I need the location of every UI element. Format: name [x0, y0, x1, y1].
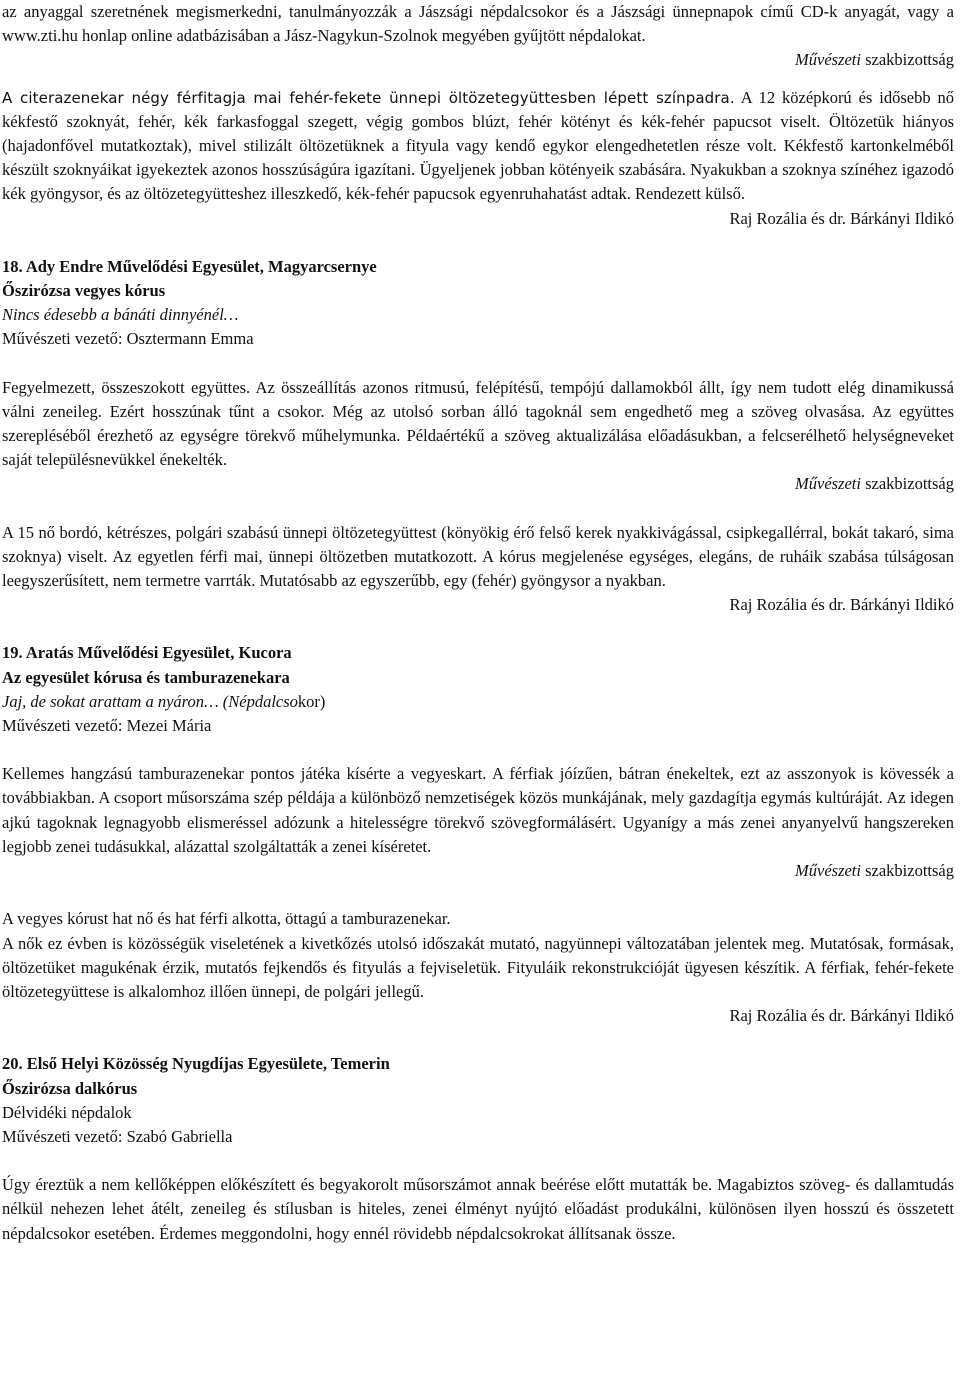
intro-signature — [2, 48, 954, 72]
entry-18-group: Őszirózsa vegyes kórus — [2, 281, 166, 301]
entry-19-heading — [2, 641, 954, 665]
entry-20-review: Úgy éreztük a nem kellőképpen előkészített és begyakorolt műsorszámot annak beérése előtt mutatták be. Magabiztos szöveg- és dallamtudás nélkül nehezen lehet átélt, zeneileg és stílusban is hiteles, zenei élményt nyújtó előadást produkálni, különösen ilyen hosszú és összetett népdalcsokor esetében. Érdemes meggondolni, hogy ennél rövidebb népdalcsokrokat állítsanak össze. — [2, 1175, 954, 1243]
signature-rest: szakbizottság — [860, 50, 954, 70]
entry-19-costume-signature: Raj Rozália és dr. Bárkányi Ildikó — [729, 1006, 954, 1026]
entry-19-leader: Művészeti vezető: Mezei Mária — [2, 716, 212, 736]
entry-19-review-signature — [2, 859, 954, 883]
entry-19-piece-italic: Jaj, de sokat arattam a nyáron… (Népdalcso — [2, 691, 298, 711]
entry-18-leader: Művészeti vezető: Osztermann Emma — [2, 329, 254, 349]
entry-19-org: Aratás Művelődési Egyesület, Kucora — [22, 643, 292, 663]
entry-19-costume-line: A vegyes kórust hat nő és hat férfi alkotta, öttagú a tamburazenekar. — [2, 909, 451, 929]
signature-rest: szakbizottság — [860, 861, 954, 881]
entry-20-group: Őszirózsa dalkórus — [2, 1078, 138, 1098]
entry-18-piece: Nincs édesebb a bánáti dinnyénél… — [2, 305, 239, 325]
entry-19-piece-rest: kor) — [297, 691, 326, 711]
costume-17-lead: A citerazenekar négy férfitagja mai fehér-fekete ünnepi öltözetegyüttesben lépett színpadra. — [2, 88, 735, 107]
signature-italic: Művészeti — [795, 50, 861, 70]
entry-19-costume: A nők ez évben is közösségük viseletének a kivetkőzés utolsó időszakát mutató, nagyünnepi változatában jelentek meg. Mutatósak, formásak, öltözetüket magukénak érzik, mutatós fejkendős és fityulás a fejviseletük. Fityuláik rekonstrukcióját ügyesen készítik. A férfiak, fehér-fekete öltözetegyüttese is alkalomhoz illően ünnepi, de polgári jellegű. — [2, 933, 954, 1001]
entry-20-leader: Művészeti vezető: Szabó Gabriella — [2, 1126, 233, 1146]
signature-rest: szakbizottság — [860, 474, 954, 494]
intro-paragraph: az anyaggal szeretnének megismerkedni, tanulmányozzák a Jászsági népdalcsokor és a Jászsági ünnepnapok című CD-k anyagát, vagy a www.zti.hu honlap online adatbázisában a Jász-Nagykun-Szolnok megyében gyűjtött népdalokat. — [2, 2, 954, 46]
signature-italic: Művészeti — [795, 861, 861, 881]
entry-20-piece: Délvidéki népdalok — [2, 1102, 132, 1122]
entry-20-number: 20. — [2, 1054, 23, 1074]
costume-17-signature: Raj Rozália és dr. Bárkányi Ildikó — [729, 208, 954, 228]
entry-19-number: 19. — [2, 643, 23, 663]
entry-18-number: 18. — [2, 256, 23, 276]
entry-18-costume: A 15 nő bordó, kétrészes, polgári szabású ünnepi öltözetegyüttest (könyökig érő felső kerek nyakkivágással, csipkegallérral, bokát takaró, sima szoknya) viselt. Az egyetlen férfi mai, ünnepi öltözetben mutatkozott. A kórus megjelenése egységes, elegáns, de ruháik szabása túlságosan leegyszerűsített, nem termetre varrták. Mutatósabb az egyszerűbb, egy (fehér) gyöngysor a nyakban. — [2, 522, 954, 591]
entry-18-review-signature — [2, 472, 954, 496]
entry-18-costume-signature: Raj Rozália és dr. Bárkányi Ildikó — [729, 595, 954, 615]
entry-18-heading — [2, 255, 954, 279]
entry-19-piece — [2, 690, 954, 714]
costume-17-rest: A 12 középkorú és idősebb nő kékfestő szoknyát, fehér, kék farkasfoggal szegett, végig gombos blúzt, fehér kötényt és kék-fehér papucsot viselt. Öltözetük hiányos (hajadonfővel mutatkoztak), mivel stilizált öltözetüknek a fityula vagy kendő egykor elengedhetetlen része volt. Kékfestő kartonkelméből készült szoknyáikat igyekeztek azonos hosszúságúra igazítani. Ügyeljenek jobban kötényeik szabására. Nyakukban a szoknya színéhez igazodó kék gyöngysor, és az öltözetegyütteshez illeszkedő, kék-fehér papucsok egyenruhahatást adtak. Rendezett külső. — [2, 87, 955, 204]
entry-20-heading — [2, 1052, 954, 1076]
signature-italic: Művészeti — [795, 474, 861, 494]
entry-20-org: Első Helyi Közösség Nyugdíjas Egyesülete, Temerin — [22, 1054, 390, 1074]
entry-19-group: Az egyesület kórusa és tamburazenekara — [2, 667, 290, 687]
entry-18-review: Fegyelmezett, összeszokott együttes. Az összeállítás azonos ritmusú, felépítésű, tempójú dallamokból állt, így nem tudott elég dinamikussá válni zeneileg. Ezért hosszúnak tűnt a csokor. Még az utolsó sorban álló tagoknál sem engedhető meg a szöveg olvasása. Az együttes szerepléséből érezhető az egységre törekvő műhelymunka. Példaértékű a szöveg aktualizálása előadásukban, a felcserélhető helységneveket saját településnevükkel énekelték. — [2, 377, 954, 470]
entry-19-review: Kellemes hangzású tamburazenekar pontos játéka kísérte a vegyeskart. A férfiak jóízűen, bátran énekeltek, ezt az asszonyok is kövessék a továbbiakban. A csoport műsorszáma szép példája a különböző nemzetiségek közös munkájának, mely gazdagítja egymás kultúráját. Az idegen ajkú tagoknak legnagyobb elismeréssel adózunk a hitelességre törekvő szövegformálásért. Ugyanígy a más zenei anyanyelvű hangszereken legjobb zenei tudásukkal, alázattal szolgáltatták a zenei kíséretet. — [2, 764, 954, 856]
entry-18-org: Ady Endre Művelődési Egyesület, Magyarcsernye — [22, 256, 377, 276]
costume-17-paragraph — [2, 86, 954, 207]
